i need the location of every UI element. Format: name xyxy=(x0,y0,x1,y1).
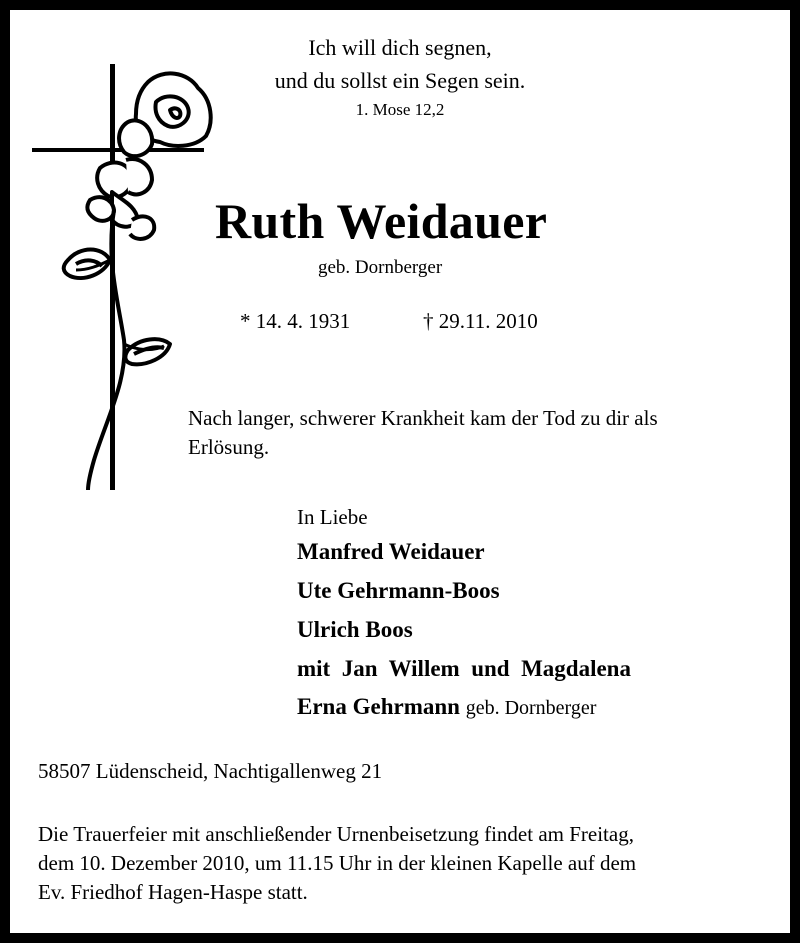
farewell-message xyxy=(188,404,768,462)
mourner-last xyxy=(297,695,596,718)
service-info-line-1: Die Trauerfeier mit anschließender Urnenbeisetzung findet am Freitag, xyxy=(38,822,634,846)
death-date: † 29.11. 2010 xyxy=(423,309,538,333)
cross-rose-icon xyxy=(28,60,213,490)
verse-line-2: und du sollst ein Segen sein. xyxy=(274,68,526,93)
service-info xyxy=(38,820,763,907)
service-info-line-2: dem 10. Dezember 2010, um 11.15 Uhr in der kleinen Kapelle auf dem xyxy=(38,851,637,875)
verse-reference: 1. Mose 12,2 xyxy=(355,100,445,119)
mourner-last-name: Erna Gehrmann xyxy=(297,694,460,719)
service-info-line-3: Ev. Friedhof Hagen-Haspe statt. xyxy=(38,880,308,904)
verse-line-1: Ich will dich segnen, xyxy=(308,35,492,60)
mourner-name: Ulrich Boos xyxy=(297,617,413,642)
family-address: 58507 Lüdenscheid, Nachtigallenweg 21 xyxy=(38,759,383,783)
birth-name: geb. Dornberger xyxy=(318,257,443,278)
mourner-name: Ute Gehrmann-Boos xyxy=(297,578,500,603)
farewell-message-line-1: Nach langer, schwerer Krankheit kam der Tod zu dir als xyxy=(188,406,658,430)
mourner-name: Manfred Weidauer xyxy=(297,539,485,564)
deceased-name: Ruth Weidauer xyxy=(215,193,548,249)
mourners-intro: In Liebe xyxy=(297,505,368,529)
mourner-name: mit Jan Willem und Magdalena xyxy=(297,656,631,681)
farewell-message-line-2: Erlösung. xyxy=(188,435,270,459)
birth-date: * 14. 4. 1931 xyxy=(240,309,351,333)
mourner-last-suffix: geb. Dornberger xyxy=(465,697,597,719)
